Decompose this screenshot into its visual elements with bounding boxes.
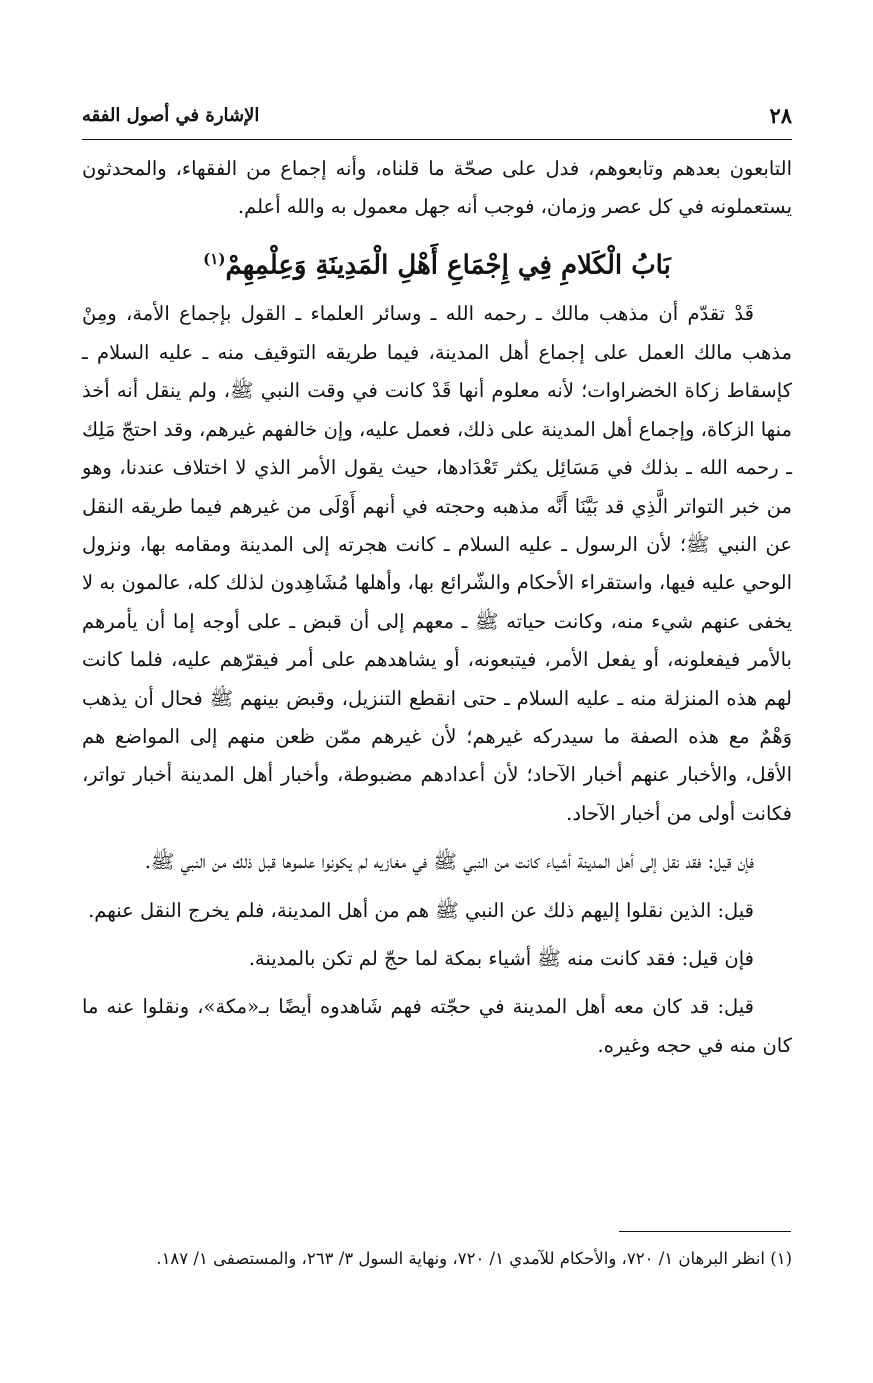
chapter-heading-text: بَابُ الْكَلامِ فِي إِجْمَاعِ أَهْلِ الْمَدِينَةِ وَعِلْمِهِمْ bbox=[225, 250, 671, 281]
intro-paragraph: التابعون بعدهم وتابعوهم، فدل على صحّة ما قلناه، وأنه إجماع من الفقهاء، والمحدثون يستعملونه في كل عصر وزمان، فوجب أنه جهل معمول به والله أعلم. bbox=[82, 157, 792, 219]
main-text bbox=[82, 150, 792, 1065]
paragraph-reply-1: قيل: الذين نقلوا إليهم ذلك عن النبي ﷺ هم من أهل المدينة، فلم يخرج النقل عنهم. bbox=[88, 898, 754, 922]
page-number: ٢٨ bbox=[769, 103, 792, 128]
footnote-ref: (١) bbox=[203, 249, 226, 268]
running-title: الإشارة في أصول الفقه bbox=[82, 105, 260, 126]
chapter-heading bbox=[82, 237, 792, 288]
footnote: (١) انظر البرهان ١/ ٧٢٠، والأحكام للآمدي ١/ ٧٢٠، ونهاية السول ٣/ ٢٦٣، والمستصفى ١/ ١٨٧. bbox=[156, 1249, 792, 1268]
paragraph-reply-2: قيل: قد كان معه أهل المدينة في حجّته فهم شَاهدوه أيضًا بـ«مكة»، ونقلوا عنه ما كان منه في حجه وغيره. bbox=[82, 995, 792, 1057]
paragraph-objection-1: فإن قيل: فقد نقل إلى أهل المدينة أشياء كانت من النبي ﷺ في مغازيه لم يكونوا علموها قبل ذلك من النبي ﷺ. bbox=[144, 850, 754, 874]
page-header bbox=[82, 97, 792, 137]
footnote-rule bbox=[619, 1231, 791, 1232]
paragraph-objection-2: فإن قيل: فقد كانت منه ﷺ أشياء بمكة لما حجّ لم تكن بالمدينة. bbox=[248, 946, 754, 970]
header-rule bbox=[82, 139, 792, 140]
paragraph-main: قَدْ تقدّم أن مذهب مالك ـ رحمه الله ـ وسائر العلماء ـ القول بإجماع الأمة، ومِنْ مذهب مالك العمل على إجماع أهل المدينة، فيما طريقه التوقيف منه ـ عليه السلام ـ كإسقاط زكاة الخضراوات؛ لأنه معلوم أنها قَدْ كانت في وقت النبي ﷺ، ولم ينقل أنه أخذ منها الزكاة، وإجماع أهل المدينة على ذلك، فعمل عليه، وإن خالفهم غيرهم، وقد احتجّ مَلِك ـ رحمه الله ـ بذلك في مَسَائِل يكثر تَعْدَادها، حيث يقول الأمر الذي لا اختلاف عندنا، وهو من خبر التواتر الَّذِي قد بَيَّنَا أَنَّه مذهبه وحجته في أنهم أَوْلَى من غيرهم فيما طريقه النقل عن النبي ﷺ؛ لأن الرسول ـ عليه السلام ـ كانت هجرته إلى المدينة ومقامه بها، ونزول الوحي عليه فيها، واستقراء الأحكام والشّرائع بها، وأهلها مُشَاهِدون لذلك كله، عالمون به لا يخفى عنهم شيء منه، وكانت حياته ﷺ ـ معهم إلى أن قبض ـ على أوجه إما أن يأمرهم بالأمر فيفعلونه، أو يفعل الأمر، فيتبعونه، أو يشاهدهم على أمر فيقرّهم عليه، فلما كانت لهم هذه المنزلة منه ـ عليه السلام ـ حتى انقطع التنزيل، وقبض بينهم ﷺ فحال أن يذهب وَهْمٌ مع هذه الصفة ما سيدركه غيرهم؛ لأن غيرهم ممّن ظعن منهم إلى المواضع هم الأقل، والأخبار عنهم أخبار الآحاد؛ لأن أعدادهم مضبوطة، وأخبار أهل المدينة أخبار تواتر، فكانت أولى من أخبار الآحاد. bbox=[82, 302, 792, 825]
